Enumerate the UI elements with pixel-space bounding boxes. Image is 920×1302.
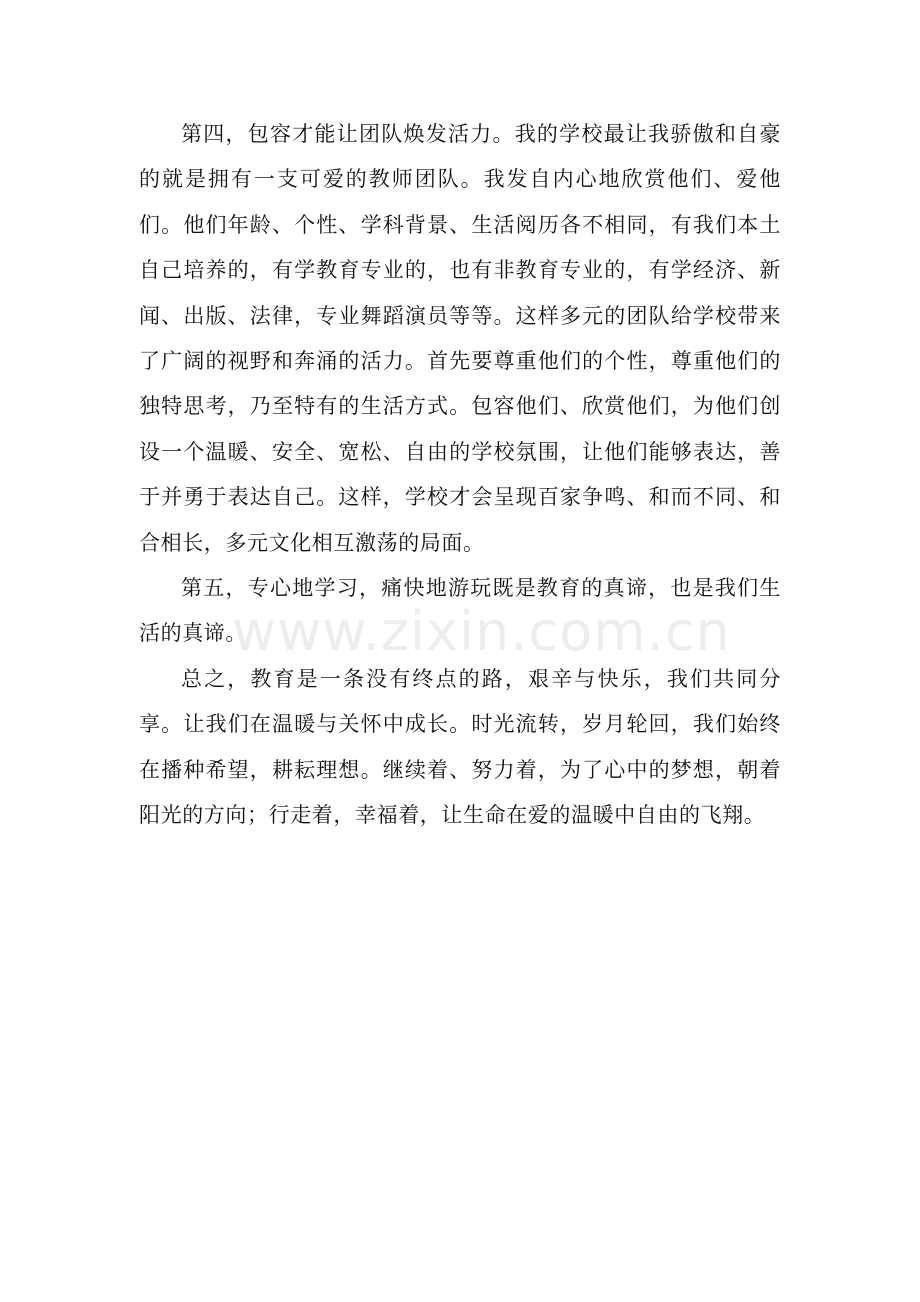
paragraph-conclusion: 总之，教育是一条没有终点的路，艰辛与快乐，我们共同分享。让我们在温暖与关怀中成长。时光流转，岁月轮回，我们始终在播种希望，耕耘理想。继续着、努力着，为了心中的梦想，朝着阳光的方向；行走着，幸福着，让生命在爱的温暖中自由的飞翔。 — [139, 666, 781, 828]
paragraph-fifth-point: 第五，专心地学习，痛快地游玩既是教育的真谛，也是我们生活的真谛。 — [139, 576, 781, 646]
paragraph-fourth-point: 第四，包容才能让团队焕发活力。我的学校最让我骄傲和自豪的就是拥有一支可爱的教师团队。我发自内心地欣赏他们、爱他们。他们年龄、个性、学科背景、生活阅历各不相同，有我们本土自己培养的，有学教育专业的，也有非教育专业的，有学经济、新闻、出版、法律，专业舞蹈演员等等。这样多元的团队给学校带来了广阔的视野和奔涌的活力。首先要尊重他们的个性，尊重他们的独特思考，乃至特有的生活方式。包容他们、欣赏他们，为他们创设一个温暖、安全、宽松、自由的学校氛围，让他们能够表达，善于并勇于表达自己。这样，学校才会呈现百家争鸣、和而不同、和合相长，多元文化相互激荡的局面。 — [139, 122, 781, 555]
document-body — [139, 112, 781, 839]
watermark: www.zixin.com.cn — [232, 600, 731, 663]
